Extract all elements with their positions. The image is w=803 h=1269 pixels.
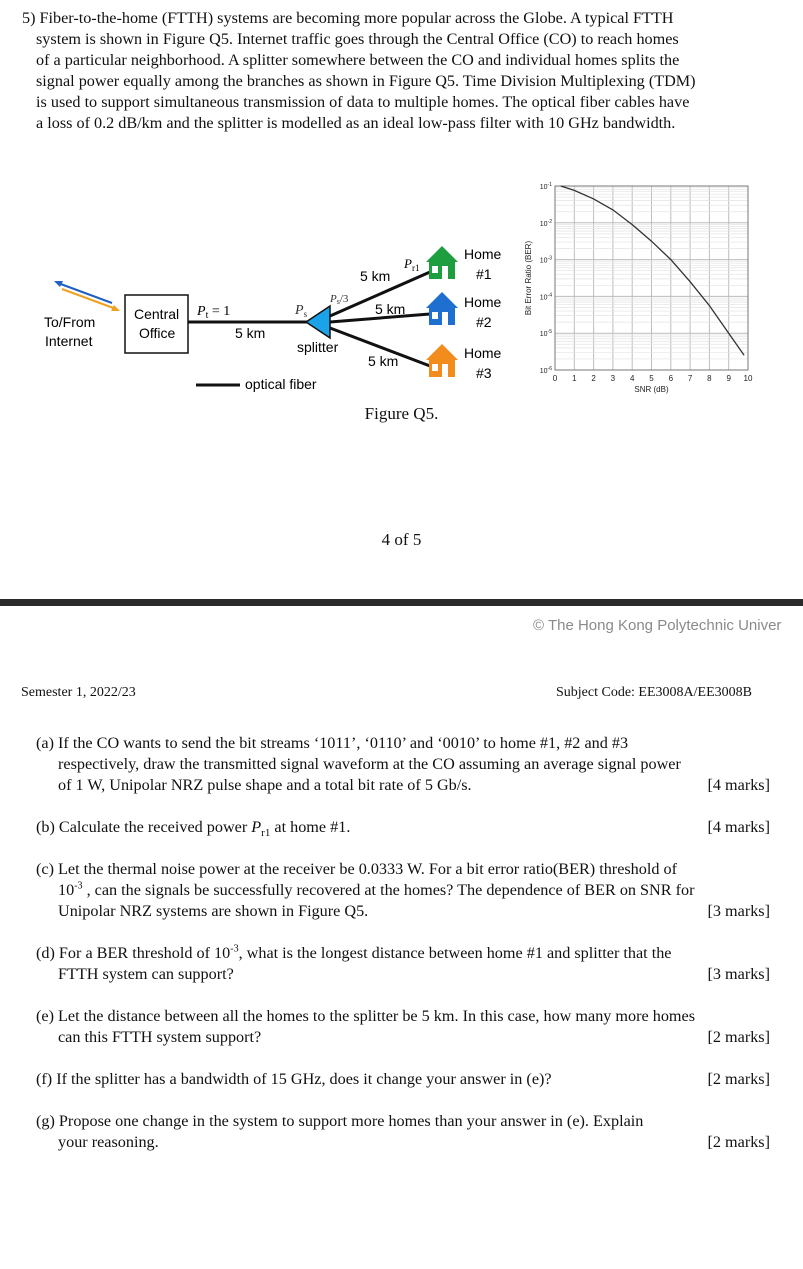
y-axis-label: Bit Error Ratio (BER): [524, 240, 533, 316]
part-c: [36, 859, 776, 922]
y-tick-label: $10^{-3}$: [539, 255, 552, 265]
office-label-line1: Central: [134, 306, 180, 322]
part-c-marks: [3 marks]: [707, 902, 770, 920]
splitter-label: splitter: [297, 339, 339, 355]
page-number: 4 of 5: [381, 530, 422, 549]
ps-label: $P_s$: [295, 303, 308, 319]
part-d-line1: (d) For a BER threshold of $10^{-3}$, what is the longest distance between home #1 and splitter that the: [36, 943, 672, 962]
x-tick-label: 9: [726, 374, 731, 383]
x-tick-label: 7: [687, 374, 693, 383]
y-tick-label: $10^{-1}$: [539, 182, 552, 191]
branch1-distance: 5 km: [360, 268, 391, 284]
intro-line-4: signal power equally among the branches as shown in Figure Q5. Time Division Multiplexing (TDM): [36, 72, 696, 90]
part-f-line1: (f) If the splitter has a bandwidth of 15 GHz, does it change your answer in (e)? [2 marks]: [36, 1070, 770, 1088]
x-tick-label: 2: [591, 374, 596, 383]
home-3-icon: [426, 344, 458, 377]
home-2-icon: [426, 292, 458, 325]
part-b: [36, 817, 776, 844]
intro-line-3: of a particular neighborhood. A splitter somewhere between the CO and individual homes splits the: [36, 51, 680, 69]
x-tick-label: 6: [668, 374, 674, 383]
legend-label: optical fiber: [245, 376, 317, 392]
x-tick-label: 5: [649, 374, 654, 383]
x-tick-label: 4: [629, 374, 635, 383]
part-g-line1: (g) Propose one change in the system to support more homes than your answer in (e). Explain: [36, 1112, 644, 1130]
part-c-line2: $10^{-3}$ , can the signals be successfully recovered at the homes? The dependence of BER on SNR for: [58, 880, 695, 899]
pr1-label: $P_{r1}$: [404, 256, 420, 273]
part-a-marks: [4 marks]: [707, 776, 770, 794]
pt-label: $P_t = 1$: [197, 304, 231, 321]
part-c-line3: Unipolar NRZ systems are shown in Figure Q5. [3 marks]: [58, 902, 770, 920]
y-tick-label: $10^{-5}$: [539, 329, 552, 339]
y-tick-label: $10^{-2}$: [539, 218, 552, 228]
home-3-label: Home: [464, 345, 502, 361]
part-e-marks: [2 marks]: [707, 1028, 770, 1046]
part-e: [36, 1006, 776, 1048]
branch3-distance: 5 km: [368, 353, 399, 369]
x-tick-label: 1: [572, 374, 577, 383]
x-tick-label: 3: [610, 374, 616, 383]
part-f: [36, 1069, 776, 1090]
office-label-line2: Office: [139, 325, 176, 341]
home-1-icon: [426, 246, 458, 279]
internet-label-line1: To/From: [44, 314, 96, 330]
home-2-label: Home: [464, 294, 502, 310]
x-axis-label: SNR (dB): [634, 385, 669, 394]
part-d: [36, 943, 776, 985]
home-1-number: #1: [476, 266, 492, 282]
part-a-line1: (a) If the CO wants to send the bit streams ‘1011’, ‘0110’ and ‘0010’ to home #1, #2 and #3: [36, 734, 629, 752]
figure-caption: Figure Q5.: [364, 404, 439, 423]
home-3-number: #3: [476, 365, 492, 381]
question-5-intro: [22, 8, 782, 134]
part-a-line2: respectively, draw the transmitted signal waveform at the CO assuming an average signal power: [58, 755, 681, 773]
home-2-number: #2: [476, 314, 492, 330]
intro-line-6: a loss of 0.2 dB/km and the splitter is modelled as an ideal low-pass filter with 10 GHz bandwidth.: [36, 114, 676, 132]
ber-chart: [524, 182, 753, 394]
trunk-distance: 5 km: [235, 325, 266, 341]
part-c-line1: (c) Let the thermal noise power at the receiver be 0.0333 W. For a bit error ratio(BER) threshold of: [36, 860, 677, 878]
ps3-label: Ps/3: [330, 293, 349, 306]
home-1-label: Home: [464, 246, 502, 262]
part-g-line2: your reasoning. [2 marks]: [58, 1133, 770, 1151]
part-g: [36, 1111, 776, 1153]
central-office-box: [125, 295, 188, 353]
subject-code-header: Subject Code: EE3008A/EE3008B: [556, 685, 752, 700]
x-tick-label: 0: [552, 374, 558, 383]
part-d-marks: [3 marks]: [707, 965, 770, 983]
x-tick-label: 10: [743, 374, 753, 383]
part-f-marks: [2 marks]: [707, 1070, 770, 1088]
semester-header: Semester 1, 2022/23: [21, 685, 136, 700]
y-tick-label: $10^{-6}$: [539, 366, 552, 375]
copyright-notice: © The Hong Kong Polytechnic Univer: [533, 617, 782, 634]
splitter-icon: [306, 306, 330, 338]
part-e-line1: (e) Let the distance between all the homes to the splitter be 5 km. In this case, how many more homes: [36, 1007, 696, 1025]
part-b-marks: [4 marks]: [707, 818, 770, 836]
intro-line-5: is used to support simultaneous transmission of data to multiple homes. The optical fiber cables have: [36, 93, 690, 111]
intro-line-2: system is shown in Figure Q5. Internet traffic goes through the Central Office (CO) to reach homes: [36, 30, 679, 48]
x-tick-label: 8: [707, 374, 712, 383]
part-a: [36, 733, 776, 796]
exam-page-4: [0, 0, 803, 598]
part-e-line2: can this FTTH system support? [2 marks]: [58, 1028, 770, 1046]
question-number: 5): [22, 9, 36, 27]
part-b-line1: (b) Calculate the received power $P_{r1}$ at home #1. [4 marks]: [36, 818, 770, 840]
part-a-line3: of 1 W, Unipolar NRZ pulse shape and a total bit rate of 5 Gb/s. [4 marks]: [58, 776, 770, 794]
part-g-marks: [2 marks]: [707, 1133, 770, 1151]
figure-q5: [0, 168, 803, 400]
part-d-line2: FTTH system can support? [3 marks]: [58, 965, 770, 983]
page-divider: [0, 599, 803, 606]
internet-arrows-icon: [54, 281, 120, 311]
y-tick-label: $10^{-4}$: [539, 292, 552, 302]
branch2-distance: 5 km: [375, 301, 406, 317]
intro-line-1: 5) Fiber-to-the-home (FTTH) systems are becoming more popular across the Globe. A typical FTTH: [22, 9, 674, 27]
internet-label-line2: Internet: [45, 333, 93, 349]
